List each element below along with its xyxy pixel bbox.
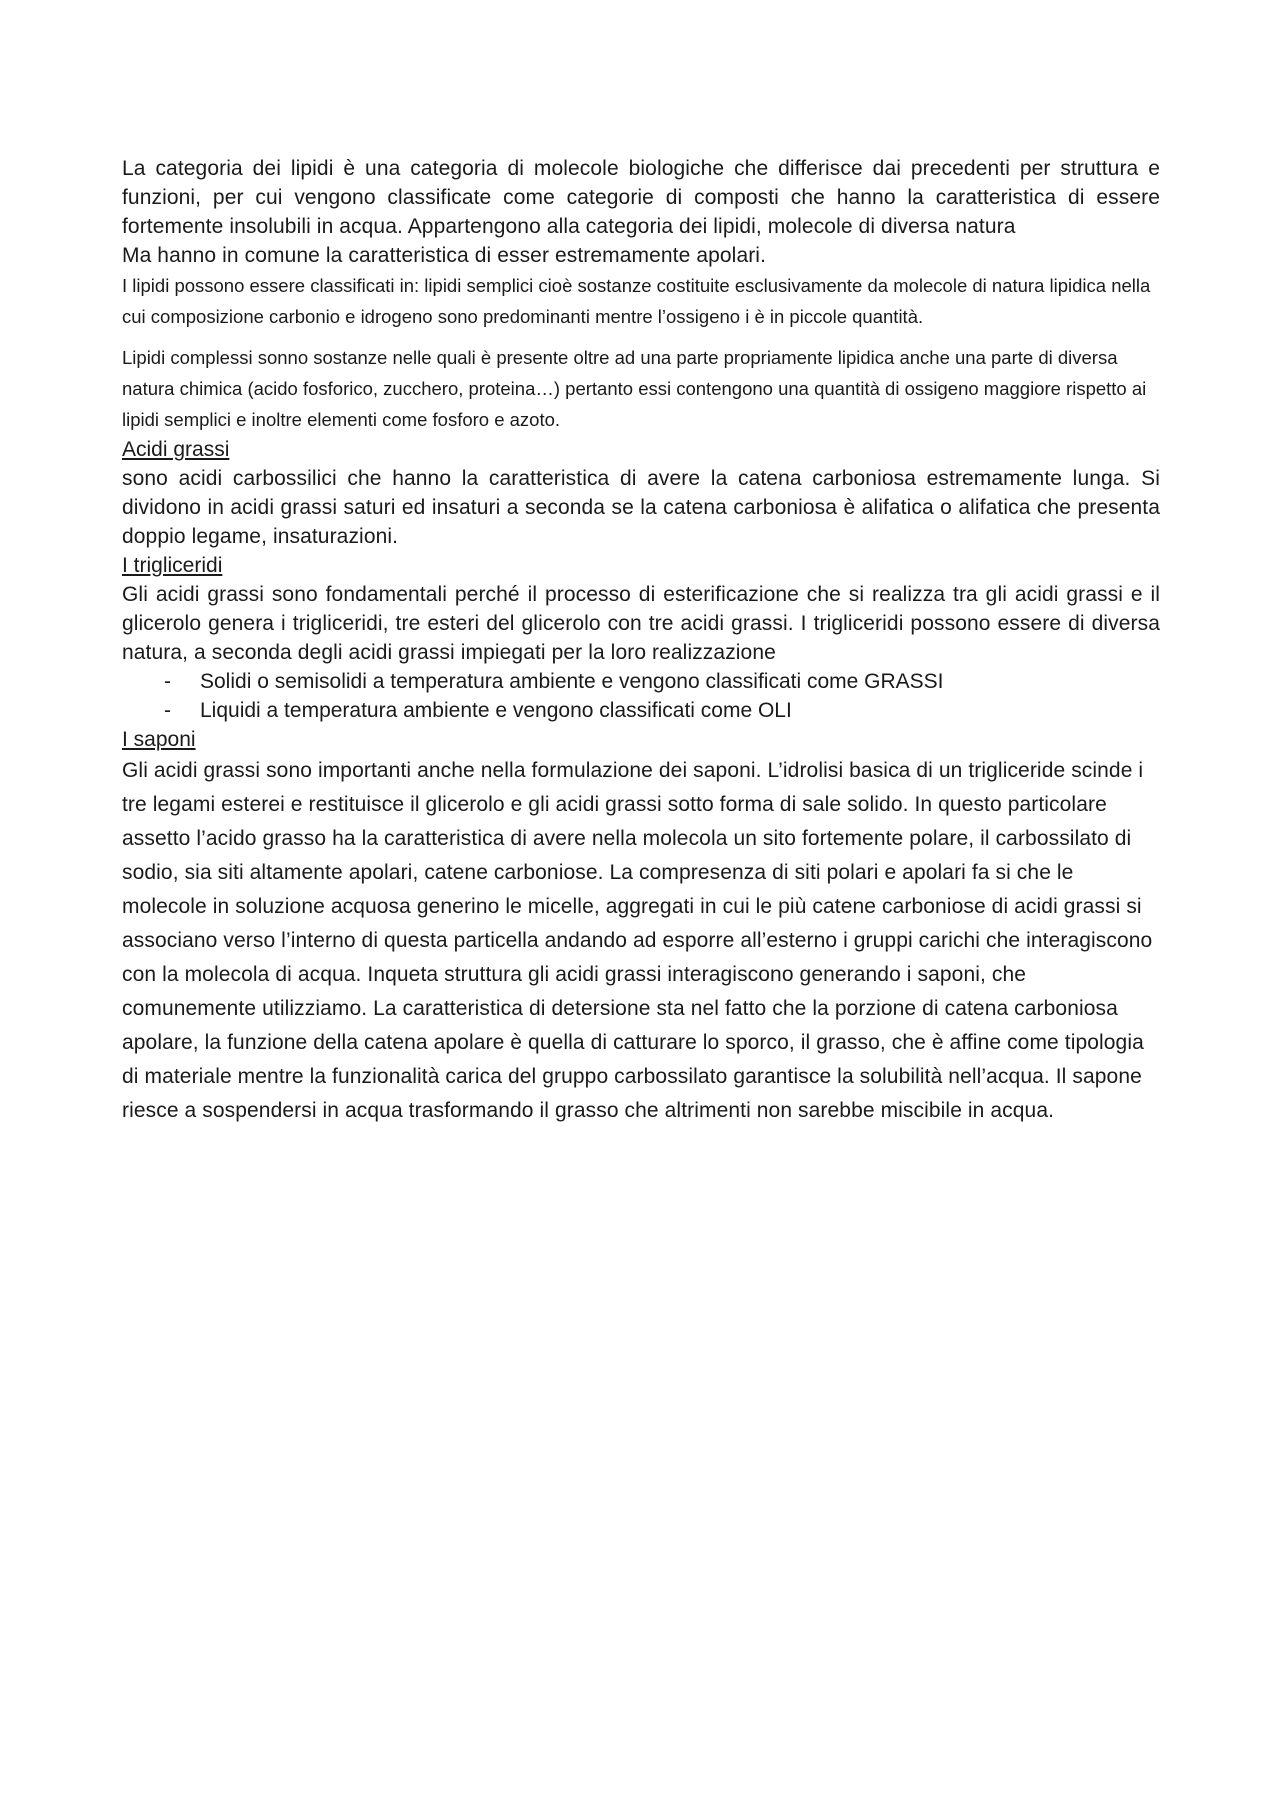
section-heading-trigliceridi: I trigliceridi xyxy=(122,554,223,577)
trigliceridi-paragraph: Gli acidi grassi sono fondamentali perché il processo di esterificazione che si realizza tra gli acidi grassi e il glicerolo genera i trigliceridi, tre esteri del glicerolo con tre acidi grassi. I trigliceridi possono essere di diversa natura, a seconda degli acidi grassi impiegati per la loro realizzazione xyxy=(122,583,1160,664)
section-heading-saponi: I saponi xyxy=(122,728,196,751)
lipidi-complessi-paragraph: Lipidi complessi sonno sostanze nelle quali è presente oltre ad una parte propriamente lipidica anche una parte di diversa natura chimica (acido fosforico, zucchero, proteina…) pertanto essi contengono una quantità di ossigeno maggiore rispetto ai lipidi semplici e inoltre elementi come fosforo e azoto. xyxy=(122,347,1147,430)
dash-bullet: - xyxy=(164,699,171,722)
list-item xyxy=(122,696,1160,725)
acidi-grassi-paragraph: sono acidi carbossilici che hanno la caratteristica di avere la catena carboniosa estremamente lunga. Si dividono in acidi grassi saturi ed insaturi a seconda se la catena carboniosa è alifatica o alifatica che presenta doppio legame, insaturazioni. xyxy=(122,467,1160,548)
dash-bullet: - xyxy=(164,670,171,693)
list-item xyxy=(122,667,1160,696)
document-body xyxy=(122,154,1160,1128)
list-item-text: Solidi o semisolidi a temperatura ambiente e vengono classificati come GRASSI xyxy=(200,670,944,693)
list-item-text: Liquidi a temperatura ambiente e vengono classificati come OLI xyxy=(200,699,792,722)
intro-paragraph: La categoria dei lipidi è una categoria di molecole biologiche che differisce dai precedenti per struttura e funzioni, per cui vengono classificate come categorie di composti che hanno la caratteristica di essere fortemente insolubili in acqua. Appartengono alla categoria dei lipidi, molecole di diversa natura xyxy=(122,157,1160,238)
saponi-paragraph: Gli acidi grassi sono importanti anche nella formulazione dei saponi. L’idrolisi basica di un trigliceride scinde i tre legami esterei e restituisce il glicerolo e gli acidi grassi sotto forma di sale solido. In questo particolare assetto l’acido grasso ha la caratteristica di avere nella molecola un sito fortemente polare, il carbossilato di sodio, sia siti altamente apolari, catene carboniose. La compresenza di siti polari e apolari fa si che le molecole in soluzione acquosa generino le micelle, aggregati in cui le più catene carboniose di acidi grassi si associano verso l’interno di questa particella andando ad esporre all’esterno i gruppi carichi che interagiscono con la molecola di acqua. Inqueta struttura gli acidi grassi interagiscono generando i saponi, che comunemente utilizziamo. La caratteristica di detersione sta nel fatto che la porzione di catena carboniosa apolare, la funzione della catena apolare è quella di catturare lo sporco, il grasso, che è affine come tipologia di materiale mentre la funzionalità carica del gruppo carbossilato garantisce la solubilità nell’acqua. Il sapone riesce a sospendersi in acqua trasformando il grasso che altrimenti non sarebbe miscibile in acqua. xyxy=(122,759,1153,1122)
section-heading-acidi-grassi: Acidi grassi xyxy=(122,438,230,461)
lipidi-semplici-paragraph: I lipidi possono essere classificati in: lipidi semplici cioè sostanze costituite esclusivamente da molecole di natura lipidica nella cui composizione carbonio e idrogeno sono predominanti mentre l’ossigeno i è in piccole quantità. xyxy=(122,275,1151,327)
trigliceridi-list xyxy=(122,667,1160,725)
intro-apolar-line: Ma hanno in comune la caratteristica di esser estremamente apolari. xyxy=(122,244,767,267)
